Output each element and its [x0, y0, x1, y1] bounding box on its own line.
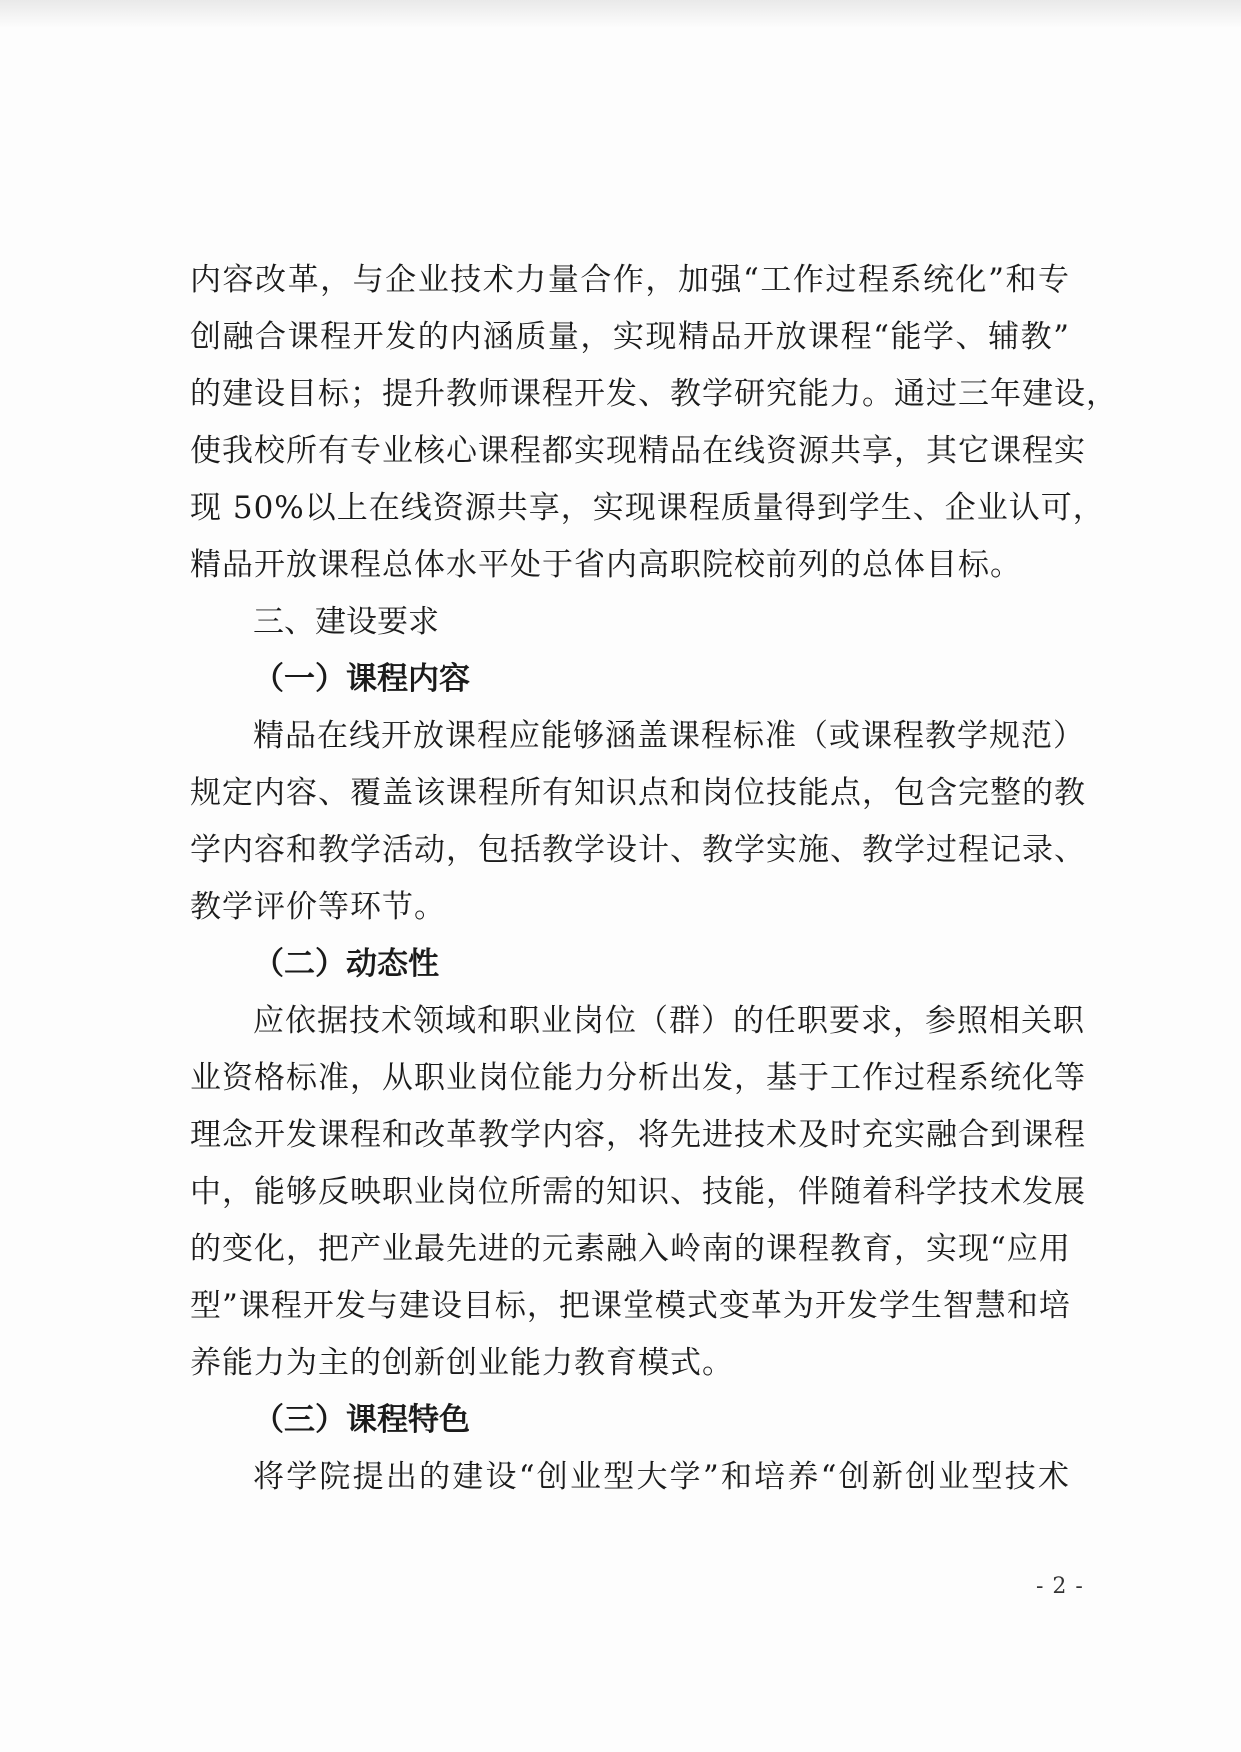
sub-heading-course-features: （三）课程特色 [253, 1402, 470, 1438]
text-line: 创融合课程开发的内涵质量，实现精品开放课程“能学、辅教” [190, 319, 1070, 355]
text-line: 教学评价等环节。 [190, 889, 446, 925]
scan-edge [0, 0, 1241, 28]
text-line: 业资格标准，从职业岗位能力分析出发，基于工作过程系统化等 [190, 1060, 1086, 1096]
page-number: - 2 - [1036, 1574, 1084, 1599]
paragraph-course-features [190, 1449, 1070, 1506]
section-heading: 三、建设要求 [253, 604, 439, 640]
document-body [190, 252, 1118, 1506]
text-line: 型”课程开发与建设目标，把课堂模式变革为开发学生智慧和培 [190, 1288, 1071, 1324]
text-line: 规定内容、覆盖该课程所有知识点和岗位技能点，包含完整的教 [190, 775, 1086, 811]
paragraph-course-content [190, 708, 1086, 936]
paragraph-1 [190, 252, 1118, 594]
sub-heading-course-content: （一）课程内容 [253, 661, 470, 697]
text-line: 现 50%以上在线资源共享，实现课程质量得到学生、企业认可， [190, 490, 1105, 526]
text-line: 养能力为主的创新创业能力教育模式。 [190, 1345, 734, 1381]
text-line: 的建设目标；提升教师课程开发、教学研究能力。通过三年建设， [190, 376, 1118, 412]
text-line: 内容改革，与企业技术力量合作，加强“工作过程系统化”和专 [190, 262, 1070, 298]
paragraph-dynamics [190, 993, 1086, 1392]
text-line: 中，能够反映职业岗位所需的知识、技能，伴随着科学技术发展 [190, 1174, 1086, 1210]
text-line: 将学院提出的建设“创业型大学”和培养“创新创业型技术 [253, 1459, 1070, 1495]
text-line: 理念开发课程和改革教学内容，将先进技术及时充实融合到课程 [190, 1117, 1086, 1153]
text-line: 精品在线开放课程应能够涵盖课程标准（或课程教学规范） [253, 718, 1085, 754]
text-line: 精品开放课程总体水平处于省内高职院校前列的总体目标。 [190, 547, 1022, 583]
text-line: 应依据技术领域和职业岗位（群）的任职要求，参照相关职 [253, 1003, 1085, 1039]
text-line: 使我校所有专业核心课程都实现精品在线资源共享，其它课程实 [190, 433, 1086, 469]
text-line: 学内容和教学活动，包括教学设计、教学实施、教学过程记录、 [190, 832, 1086, 868]
sub-heading-dynamics: （二）动态性 [253, 946, 439, 982]
text-line: 的变化，把产业最先进的元素融入岭南的课程教育，实现“应用 [190, 1231, 1071, 1267]
